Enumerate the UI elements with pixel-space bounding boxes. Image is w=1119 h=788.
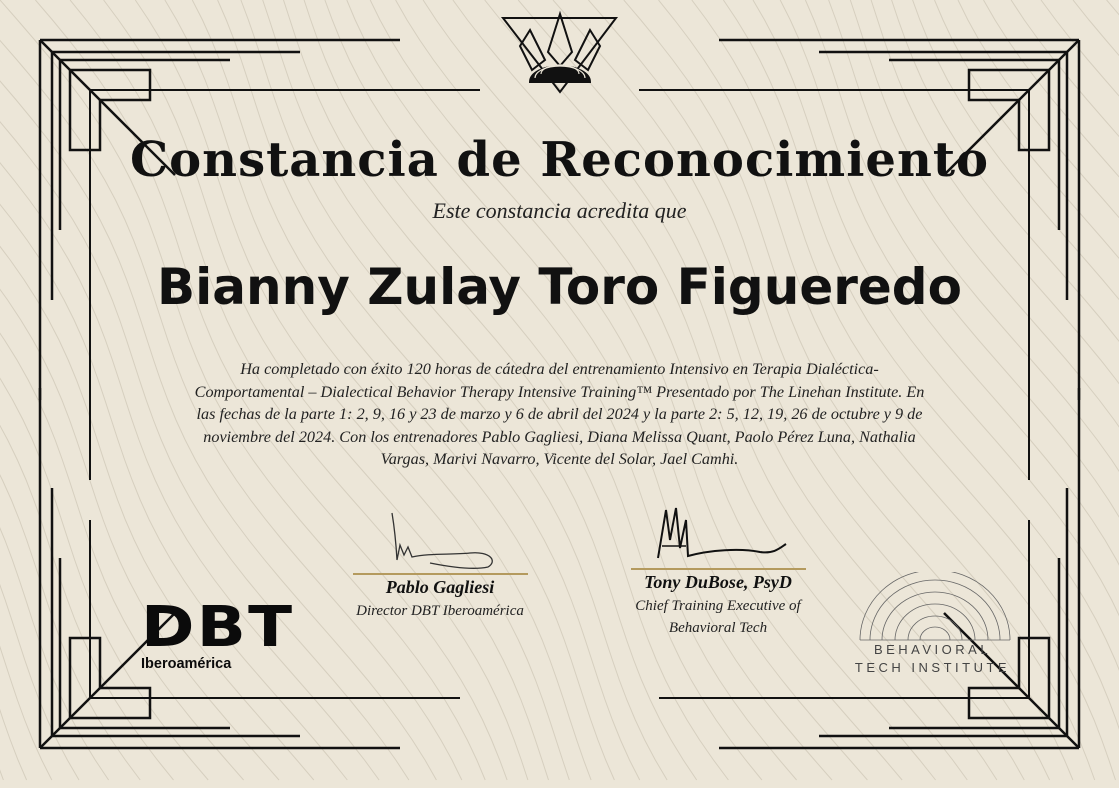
bti-line-2: TECH INSTITUTE xyxy=(854,660,1011,675)
signer-title-line: Chief Training Executive of xyxy=(635,597,801,614)
background-wave-line xyxy=(1011,0,1119,780)
signature-line xyxy=(631,568,806,570)
body-line: Vargas, Marivi Navarro, Vicente del Solar, Jael Camhi. xyxy=(380,450,739,468)
background-wave-line xyxy=(0,0,140,780)
recipient-name: Bianny Zulay Toro Figueredo xyxy=(157,258,962,316)
signer-name: Tony DuBose, PsyD xyxy=(644,571,792,592)
background-wave-line xyxy=(0,0,109,780)
background-wave-line xyxy=(0,0,27,780)
signer-title xyxy=(608,595,828,639)
body-line: Ha completado con éxito 120 horas de cátedra del entrenamiento Intensivo en Terapia Dialéctica- xyxy=(240,360,879,378)
background-wave-line xyxy=(0,0,3,780)
dbt-logo-subtitle: Iberoamérica xyxy=(141,656,232,672)
bti-line-1: BEHAVIORAL xyxy=(873,642,992,657)
background-wave-line xyxy=(0,0,79,780)
background-wave-line xyxy=(1041,0,1119,780)
certificate-title: Constancia de Reconocimiento xyxy=(129,132,990,188)
signature-block-2 xyxy=(608,568,828,639)
arc-rays-icon xyxy=(850,572,1015,642)
signer-title-line: Behavioral Tech xyxy=(668,619,768,636)
certificate-body xyxy=(128,358,991,471)
dbt-logo-word: DBT xyxy=(141,595,295,660)
signature-pablo-gagliesi xyxy=(370,505,510,575)
signer-title: Director DBT Iberoamérica xyxy=(356,602,524,619)
behavioral-tech-logo xyxy=(850,572,1015,682)
signature-block-1 xyxy=(330,573,550,622)
body-line: las fechas de la parte 1: 2, 9, 16 y 23 de marzo y 6 de abril del 2024 y la parte 2: 5, 12, 19, 26 de octubre y 9 de xyxy=(196,405,923,423)
signature-tony-dubose xyxy=(640,500,800,570)
body-line: noviembre del 2024. Con los entrenadores Pablo Gagliesi, Diana Melissa Quant, Paolo Pérez Luna, Nathalia xyxy=(203,427,916,446)
signature-line xyxy=(353,573,528,575)
signer-name: Pablo Gagliesi xyxy=(385,576,495,597)
certificate-subtitle: Este constancia acredita que xyxy=(432,198,687,223)
body-line: Comportamental – Dialectical Behavior Therapy Intensive Training™ Presentado por The Linehan Institute. En xyxy=(194,382,925,401)
dbt-iberoamerica-logo xyxy=(141,595,295,672)
background-wave-line xyxy=(1107,0,1119,780)
background-wave-line xyxy=(1073,0,1119,780)
